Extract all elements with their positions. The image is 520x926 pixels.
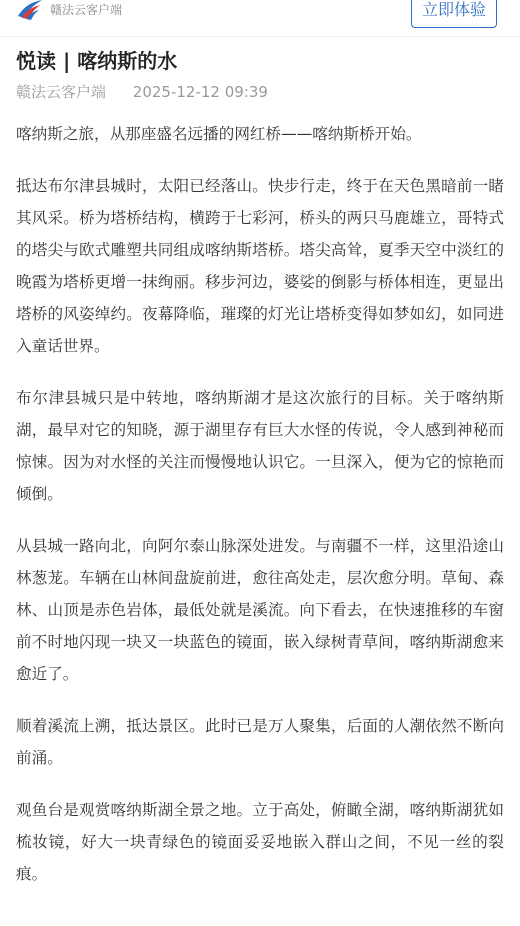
article-paragraph: 布尔津县城只是中转地，喀纳斯湖才是这次旅行的目标。关于喀纳斯湖，最早对它的知晓，源于湖里存有巨大水怪的传说，令人感到神秘而惊悚。因为对水怪的关注而慢慢地认识它。一旦深入，便为它的惊艳而倾倒。 [16, 389, 504, 503]
app-logo-icon [16, 0, 44, 20]
article-meta [16, 82, 504, 102]
article-paragraph: 喀纳斯之旅，从那座盛名远播的网红桥——喀纳斯桥开始。 [16, 125, 422, 143]
article [16, 46, 504, 910]
article-body [16, 118, 504, 890]
article-source: 赣法云客户端 [16, 83, 107, 101]
app-name: 赣法云客户端 [50, 3, 123, 17]
article-paragraph: 抵达布尔津县城时，太阳已经落山。快步行走，终于在天色黑暗前一睹其风采。桥为塔桥结构，横跨于七彩河，桥头的两只马鹿雄立，哥特式的塔尖与欧式雕塑共同组成喀纳斯塔桥。塔尖高耸，夏季天空中淡红的晚霞为塔桥更增一抹绚丽。移步河边，婆娑的倒影与桥体相连，更显出塔桥的风姿绰约。夜幕降临，璀璨的灯光让塔桥变得如梦如幻，如同进入童话世界。 [16, 177, 504, 355]
article-paragraph: 从县城一路向北，向阿尔泰山脉深处进发。与南疆不一样，这里沿途山林葱茏。车辆在山林间盘旋前进，愈往高处走，层次愈分明。草甸、森林、山顶是赤色岩体，最低处就是溪流。向下看去，在快速推移的车窗前不时地闪现一块又一块蓝色的镜面，嵌入绿树青草间，喀纳斯湖愈来愈近了。 [16, 537, 504, 683]
header-divider [0, 36, 520, 37]
article-paragraph: 顺着溪流上溯，抵达景区。此时已是万人聚集，后面的人潮依然不断向前涌。 [16, 717, 504, 767]
try-now-button[interactable]: 立即体验 [411, 0, 497, 28]
article-datetime: 2025-12-12 09:39 [132, 83, 268, 101]
article-paragraph: 观鱼台是观赏喀纳斯湖全景之地。立于高处，俯瞰全湖，喀纳斯湖犹如梳妆镜，好大一块青绿色的镜面妥妥地嵌入群山之间，不见一丝的裂痕。 [16, 801, 504, 883]
article-title: 悦读 | 喀纳斯的水 [16, 49, 178, 73]
app-download-banner [0, 0, 520, 24]
